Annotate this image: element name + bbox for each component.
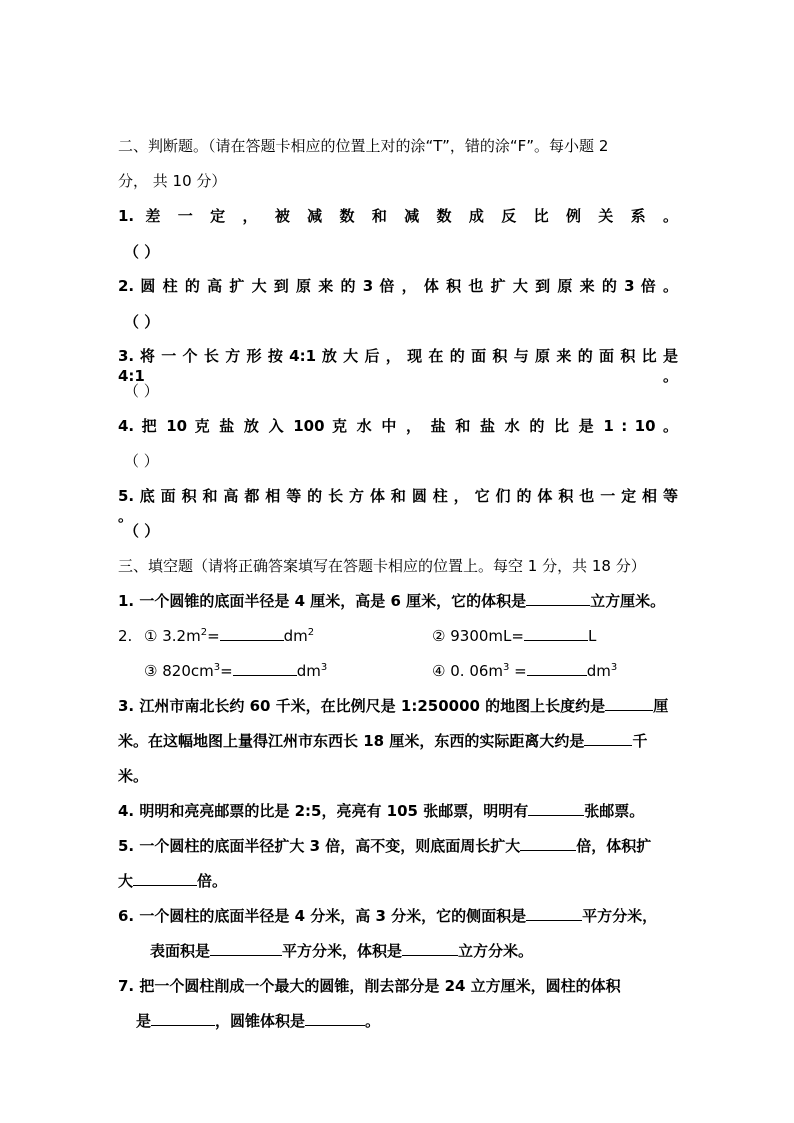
fill-blank[interactable] <box>605 696 653 711</box>
fill-blank[interactable] <box>584 731 632 746</box>
fill-blank[interactable] <box>527 661 587 676</box>
section2-header-line2: 分， 共 10 分） <box>118 172 227 190</box>
fill-item-1-text: 1. 一个圆锥的底面半径是 4 厘米，高是 6 厘米，它的体积是 <box>118 592 527 610</box>
judge-item-4: 4. 把 10 克 盐 放 入 100 克 水 中 ， 盐 和 盐 水 的 比 是 1 : 10 。 <box>118 417 678 435</box>
fill-item-5-line2: 大 倍。 <box>118 872 228 890</box>
fill-blank[interactable] <box>151 1011 215 1026</box>
fill-item-2-cell-3: ③ $820cm^3= dm^3$ <box>144 662 328 680</box>
fill-blank[interactable] <box>402 941 458 956</box>
fill-blank[interactable] <box>233 661 297 676</box>
fill-item-1-text-end: 立方厘米。 <box>590 592 666 610</box>
fill-blank[interactable] <box>220 626 284 641</box>
fill-item-3-line3: 米。 <box>118 767 149 785</box>
judge-item-2-answer[interactable]: （ ） <box>124 313 160 331</box>
judge-item-1: 1. 差 一 定 ， 被 减 数 和 减 数 成 反 比 例 关 系 。 <box>118 207 678 225</box>
fill-item-7-line2: 是 ，圆锥体积是 。 <box>136 1012 381 1030</box>
fill-blank[interactable] <box>210 941 282 956</box>
fill-item-7-line1: 7. 把一个圆柱削成一个最大的圆锥，削去部分是 24 立方厘米，圆柱的体积 <box>118 977 621 995</box>
fill-blank[interactable] <box>526 906 582 921</box>
fill-blank[interactable] <box>133 871 197 886</box>
judge-item-5: 5. 底 面 积 和 高 都 相 等 的 长 方 体 和 圆 柱 ， 它 们 的 体 积 也 一 定 相 等 。 <box>118 487 678 525</box>
fill-blank[interactable] <box>526 591 590 606</box>
fill-blank[interactable] <box>524 626 588 641</box>
fill-item-2-cell-2: ② 9300mL= L <box>432 627 597 645</box>
fill-item-2-number: 2. <box>118 627 133 645</box>
fill-item-2-cell-1: ① $3.2m^2= dm^2$ <box>144 627 315 645</box>
fill-item-6-line2: 表面积是 平方分米，体积是 立方分米。 <box>150 942 534 960</box>
section3-header: 三、填空题（请将正确答案填写在答题卡相应的位置上。每空 1 分，共 18 分） <box>118 557 646 575</box>
fill-item-6-line1: 6. 一个圆柱的底面半径是 4 分米，高 3 分米，它的侧面积是 平方分米， <box>118 907 658 925</box>
fill-item-2-cell-4: ④ 0. $06m^3 = dm^3$ <box>432 662 618 680</box>
fill-item-3-line1: 3. 江州市南北长约 60 千米，在比例尺是 1:250000 的地图上长度约是 厘 <box>118 697 669 715</box>
fill-item-1 <box>118 591 678 611</box>
fill-blank[interactable] <box>305 1011 365 1026</box>
judge-item-1-answer[interactable]: （ ） <box>124 243 160 261</box>
judge-item-5-answer[interactable]: （ ） <box>124 522 160 540</box>
fill-item-5-line1: 5. 一个圆柱的底面半径扩大 3 倍，高不变，则底面周长扩大 倍，体积扩 <box>118 837 652 855</box>
judge-item-2: 2. 圆 柱 的 高 扩 大 到 原 来 的 3 倍 ， 体 积 也 扩 大 到 原 来 的 3 倍 。 <box>118 277 678 295</box>
fill-item-4: 4. 明明和亮亮邮票的比是 2:5，亮亮有 105 张邮票，明明有 张邮票。 <box>118 802 645 820</box>
fill-blank[interactable] <box>528 801 584 816</box>
section2-header-line1: 二、判断题。（请在答题卡相应的位置上对的涂“T”，错的涂“F”。每小题 2 <box>118 137 609 155</box>
judge-item-3-answer[interactable]: （ ） <box>124 382 159 400</box>
fill-blank[interactable] <box>520 836 576 851</box>
judge-item-4-answer[interactable]: （ ） <box>124 452 159 470</box>
fill-item-3-line2: 米。在这幅地图上量得江州市东西长 18 厘米，东西的实际距离大约是 千 <box>118 732 648 750</box>
judge-item-3: 3. 将 一 个 长 方 形 按 4:1 放 大 后 ， 现 在 的 面 积 与 原 来 的 面 积 比 是 4:1 。 <box>118 347 678 385</box>
